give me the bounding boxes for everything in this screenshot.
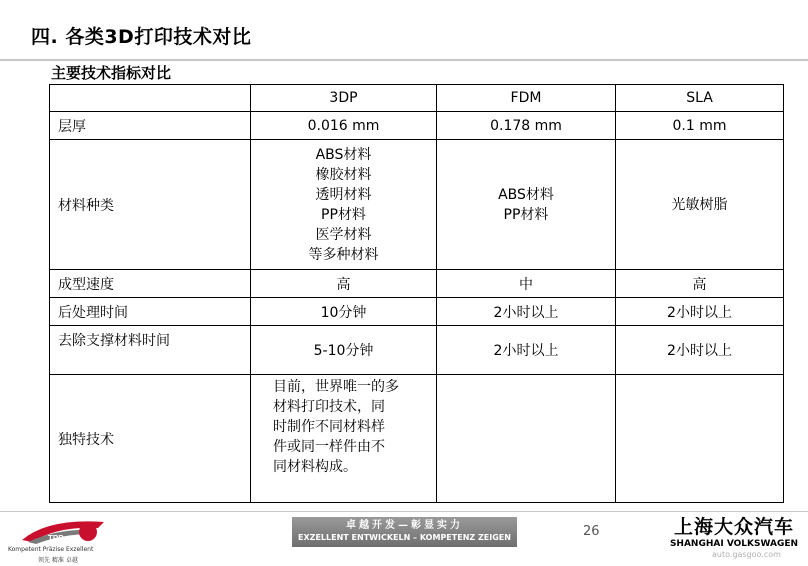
table-cell: 10分钟 [251,298,437,326]
header-cell-sla: SLA [616,85,784,112]
table-row [50,270,784,298]
motto-cn: 领先 精准 卓越 [38,557,78,564]
row-label: 后处理时间 [50,298,251,326]
table-row [50,298,784,326]
footer-divider [0,511,808,512]
table-cell [251,375,437,503]
table-cell [251,140,437,270]
table-cell: 0.1 mm [616,112,784,140]
comparison-table [49,84,784,503]
table-row [50,140,784,270]
row-label: 成型速度 [50,270,251,298]
table-cell-empty [616,375,784,503]
material-line: 等多种材料 [308,246,379,263]
material-line: 医学材料 [315,226,372,243]
header-cell-fdm: FDM [437,85,616,112]
text-line: 目前，世界唯一的多 [273,379,399,395]
watermark: auto.gasgoo.com [712,550,781,559]
table-cell: 中 [437,270,616,298]
table-cell: 高 [251,270,437,298]
table-cell-empty [437,375,616,503]
material-line: PP材料 [321,206,366,223]
table-cell: 2小时以上 [437,298,616,326]
table-row [50,375,784,503]
page-number: 26 [583,524,600,539]
table-cell: 0.016 mm [251,112,437,140]
table-cell [437,140,616,270]
row-label: 层厚 [50,112,251,140]
section-title: 主要技术指标对比 [51,64,172,82]
row-label: 独特技术 [50,375,251,503]
header-cell-3dp: 3DP [251,85,437,112]
unique-tech-text [251,375,436,477]
text-line: 时制作不同材料样 [273,419,385,435]
table-cell: 0.178 mm [437,112,616,140]
header-cell-empty [50,85,251,112]
slogan-de: EXZELLENT ENTWICKELN – KOMPETENZ ZEIGEN [298,533,511,542]
material-line: 橡胶材料 [315,166,372,183]
motto-de: Kompetent Präzise Exzellent [8,546,94,553]
table-cell: 5-10分钟 [251,326,437,375]
text-line: 同材料构成。 [273,459,357,475]
table-cell [616,140,784,270]
material-line: ABS材料 [315,146,372,163]
slogan-banner [292,517,517,547]
table-row [50,112,784,140]
table-header-row [50,85,784,112]
tpp-logo-mark: TPP [48,534,64,543]
brand-name-en: SHANGHAI VOLKSWAGEN [669,539,799,549]
text-line: 件或同一样件由不 [273,439,385,455]
table-cell: 2小时以上 [616,326,784,375]
tpp-logo [8,514,118,564]
material-line: 光敏树脂 [671,196,728,213]
row-label: 材料种类 [50,140,251,270]
material-line: ABS材料 [498,186,554,203]
table-cell: 2小时以上 [616,298,784,326]
brand-name-cn: 上海大众汽车 [673,516,794,538]
slide-title: 四. 各类3D打印技术对比 [31,26,252,48]
material-line: 透明材料 [315,186,372,203]
text-line: 材料打印技术，同 [273,399,385,415]
brand-logo [664,516,804,550]
title-divider [0,59,808,61]
tpp-logo-icon [18,516,108,546]
row-label: 去除支撑材料时间 [50,326,251,375]
table-cell: 2小时以上 [437,326,616,375]
slogan-cn: 卓越开发—彰显实力 [346,520,463,531]
table-row [50,326,784,375]
material-line: PP材料 [503,206,549,223]
table-cell: 高 [616,270,784,298]
